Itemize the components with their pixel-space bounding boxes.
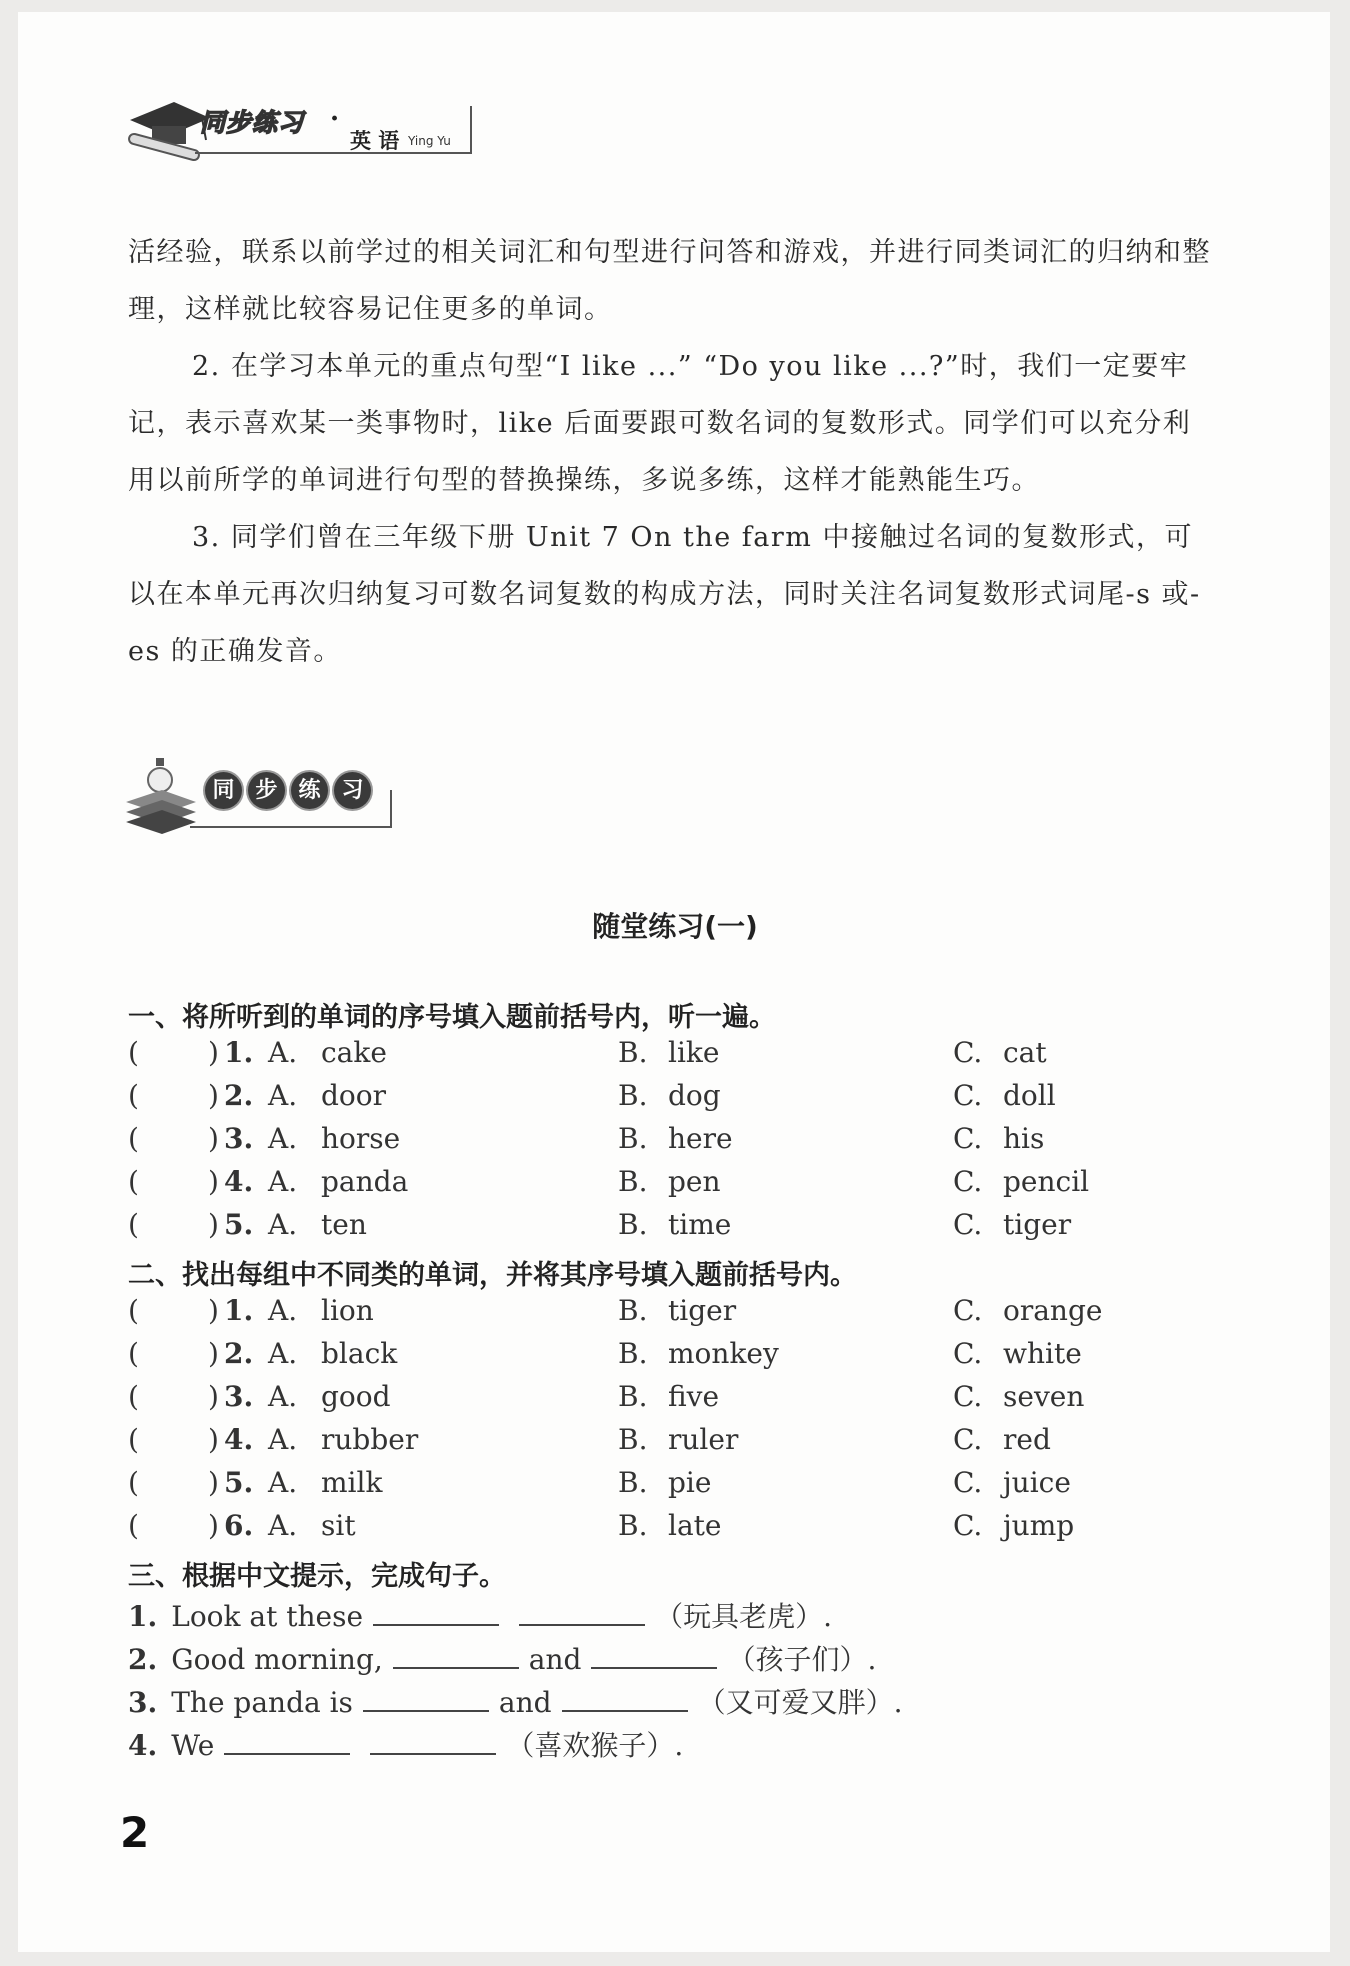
option-a-label: A.	[268, 1079, 298, 1112]
sentence-number: 2.	[128, 1643, 158, 1676]
option-a: good	[321, 1380, 391, 1413]
option-c: jump	[1003, 1509, 1075, 1542]
option-c: white	[1003, 1337, 1082, 1370]
answer-paren-open: (	[128, 1294, 139, 1327]
option-b: dog	[668, 1079, 721, 1112]
answer-paren-open: (	[128, 1165, 139, 1198]
option-a: lion	[321, 1294, 374, 1327]
option-a: milk	[321, 1466, 383, 1499]
sentence-text: The panda is	[171, 1686, 353, 1719]
option-c-label: C.	[953, 1466, 983, 1499]
sentence-3	[128, 1681, 902, 1721]
answer-paren-close: )	[208, 1294, 219, 1327]
sentence-1	[128, 1595, 832, 1635]
option-b: monkey	[668, 1337, 779, 1370]
sentence-number: 1.	[128, 1600, 158, 1633]
answer-blank[interactable]	[370, 1727, 496, 1755]
sentence-number: 4.	[128, 1729, 158, 1762]
header-pinyin: Ying Yu	[408, 134, 451, 148]
option-c: red	[1003, 1423, 1051, 1456]
answer-blank[interactable]	[224, 1727, 350, 1755]
question-number: 2.	[224, 1337, 254, 1370]
option-c-label: C.	[953, 1294, 983, 1327]
answer-paren-close: )	[208, 1036, 219, 1069]
option-b-label: B.	[618, 1466, 648, 1499]
option-b-label: B.	[618, 1337, 648, 1370]
option-c-label: C.	[953, 1509, 983, 1542]
option-b: like	[668, 1036, 720, 1069]
option-a: door	[321, 1079, 387, 1112]
badge-char: 习	[334, 772, 371, 809]
question-row	[128, 1294, 1228, 1334]
question-number: 5.	[224, 1466, 254, 1499]
option-b-label: B.	[618, 1208, 648, 1241]
answer-blank[interactable]	[591, 1641, 717, 1669]
option-a: cake	[321, 1036, 387, 1069]
option-b: late	[668, 1509, 722, 1542]
question-number: 2.	[224, 1079, 254, 1112]
question-number: 1.	[224, 1294, 254, 1327]
option-c-label: C.	[953, 1423, 983, 1456]
answer-paren-close: )	[208, 1208, 219, 1241]
answer-paren-close: )	[208, 1466, 219, 1499]
option-c-label: C.	[953, 1337, 983, 1370]
sentence-text: and	[498, 1686, 552, 1719]
option-a-label: A.	[268, 1122, 298, 1155]
question-number: 3.	[224, 1122, 254, 1155]
answer-paren-close: )	[208, 1509, 219, 1542]
question-row	[128, 1036, 1228, 1076]
answer-paren-close: )	[208, 1079, 219, 1112]
option-c-label: C.	[953, 1036, 983, 1069]
answer-paren-open: (	[128, 1509, 139, 1542]
option-b: tiger	[668, 1294, 737, 1327]
option-c-label: C.	[953, 1380, 983, 1413]
answer-blank[interactable]	[373, 1598, 499, 1626]
option-a-label: A.	[268, 1466, 298, 1499]
chinese-hint: （玩具老虎）.	[655, 1600, 832, 1633]
option-c: cat	[1003, 1036, 1047, 1069]
option-a: black	[321, 1337, 398, 1370]
option-a: sit	[321, 1509, 356, 1542]
option-c: juice	[1003, 1466, 1071, 1499]
sentence-text: Good morning,	[171, 1643, 383, 1676]
option-a: ten	[321, 1208, 367, 1241]
sentence-text: We	[171, 1729, 215, 1762]
answer-paren-open: (	[128, 1208, 139, 1241]
option-b-label: B.	[618, 1509, 648, 1542]
option-b-label: B.	[618, 1036, 648, 1069]
header-dot: ·	[330, 104, 340, 134]
answer-paren-close: )	[208, 1423, 219, 1456]
option-a-label: A.	[268, 1294, 298, 1327]
chinese-hint: （又可爱又胖）.	[697, 1686, 903, 1719]
option-c: seven	[1003, 1380, 1085, 1413]
intro-text	[128, 224, 1218, 680]
section-badge	[205, 772, 371, 809]
option-a-label: A.	[268, 1509, 298, 1542]
question-row	[128, 1208, 1228, 1248]
question-number: 1.	[224, 1036, 254, 1069]
option-b-label: B.	[618, 1165, 648, 1198]
option-a: horse	[321, 1122, 401, 1155]
question-number: 4.	[224, 1423, 254, 1456]
answer-blank[interactable]	[393, 1641, 519, 1669]
option-b: ruler	[668, 1423, 739, 1456]
answer-paren-close: )	[208, 1380, 219, 1413]
badge-char: 步	[248, 772, 285, 809]
sentence-number: 3.	[128, 1686, 158, 1719]
chinese-hint: （孩子们）.	[727, 1643, 877, 1676]
section1-heading: 一、将所听到的单词的序号填入题前括号内，听一遍。	[128, 1002, 776, 1033]
option-b: pen	[668, 1165, 721, 1198]
question-row	[128, 1509, 1228, 1549]
option-c: his	[1003, 1122, 1045, 1155]
answer-paren-open: (	[128, 1079, 139, 1112]
answer-paren-open: (	[128, 1466, 139, 1499]
answer-blank[interactable]	[363, 1684, 489, 1712]
question-number: 6.	[224, 1509, 254, 1542]
badge-char: 同	[205, 772, 242, 809]
answer-paren-close: )	[208, 1165, 219, 1198]
sentence-4	[128, 1724, 683, 1764]
option-c-label: C.	[953, 1079, 983, 1112]
question-row	[128, 1466, 1228, 1506]
sentence-text: and	[528, 1643, 582, 1676]
exercise-title: 随堂练习(一)	[592, 910, 758, 943]
answer-paren-open: (	[128, 1380, 139, 1413]
option-b-label: B.	[618, 1122, 648, 1155]
option-a: panda	[321, 1165, 409, 1198]
page-number: 2	[120, 1808, 150, 1857]
answer-paren-open: (	[128, 1337, 139, 1370]
question-number: 3.	[224, 1380, 254, 1413]
option-b: here	[668, 1122, 733, 1155]
option-c-label: C.	[953, 1208, 983, 1241]
question-row	[128, 1337, 1228, 1377]
section3-heading: 三、根据中文提示，完成句子。	[128, 1561, 506, 1592]
answer-paren-close: )	[208, 1122, 219, 1155]
question-row	[128, 1079, 1228, 1119]
answer-blank[interactable]	[519, 1598, 645, 1626]
intro-paragraph-2: 2. 在学习本单元的重点句型“I like ...” “Do you like ...?”时，我们一定要牢记，表示喜欢某一类事物时，like 后面要跟可数名词的复数形式。同学们可以充分利用以前所学的单词进行句型的替换操练，多说多练，这样才能熟能生巧。	[128, 351, 1192, 496]
option-a-label: A.	[268, 1036, 298, 1069]
section2-heading: 二、找出每组中不同类的单词，并将其序号填入题前括号内。	[128, 1260, 857, 1291]
question-row	[128, 1165, 1228, 1205]
option-c: doll	[1003, 1079, 1056, 1112]
option-b-label: B.	[618, 1294, 648, 1327]
option-c: pencil	[1003, 1165, 1090, 1198]
option-a-label: A.	[268, 1380, 298, 1413]
option-c-label: C.	[953, 1165, 983, 1198]
option-a: rubber	[321, 1423, 419, 1456]
header-brand: 同步练习	[200, 108, 305, 137]
answer-paren-open: (	[128, 1423, 139, 1456]
question-number: 5.	[224, 1208, 254, 1241]
intro-paragraph-3: 3. 同学们曾在三年级下册 Unit 7 On the farm 中接触过名词的复数形式，可以在本单元再次归纳复习可数名词复数的构成方法，同时关注名词复数形式词尾-s 或-es 的正确发音。	[128, 522, 1201, 667]
option-a-label: A.	[268, 1337, 298, 1370]
question-row	[128, 1380, 1228, 1420]
option-b-label: B.	[618, 1079, 648, 1112]
option-b-label: B.	[618, 1380, 648, 1413]
answer-blank[interactable]	[562, 1684, 688, 1712]
option-a-label: A.	[268, 1165, 298, 1198]
option-c: orange	[1003, 1294, 1103, 1327]
option-a-label: A.	[268, 1423, 298, 1456]
option-c: tiger	[1003, 1208, 1072, 1241]
question-number: 4.	[224, 1165, 254, 1198]
sentence-text: Look at these	[171, 1600, 364, 1633]
option-b-label: B.	[618, 1423, 648, 1456]
question-row	[128, 1423, 1228, 1463]
option-c-label: C.	[953, 1122, 983, 1155]
chinese-hint: （喜欢猴子）.	[506, 1729, 684, 1762]
question-row	[128, 1122, 1228, 1162]
option-b: five	[668, 1380, 720, 1413]
sentence-2	[128, 1638, 876, 1678]
option-a-label: A.	[268, 1208, 298, 1241]
header-subject: 英 语	[350, 129, 400, 153]
answer-paren-open: (	[128, 1036, 139, 1069]
badge-char: 练	[291, 772, 328, 809]
option-b: time	[668, 1208, 732, 1241]
answer-paren-open: (	[128, 1122, 139, 1155]
option-b: pie	[668, 1466, 712, 1499]
answer-paren-close: )	[208, 1337, 219, 1370]
intro-paragraph-1: 活经验，联系以前学过的相关词汇和句型进行问答和游戏，并进行同类词汇的归纳和整理，这样就比较容易记住更多的单词。	[128, 237, 1211, 325]
